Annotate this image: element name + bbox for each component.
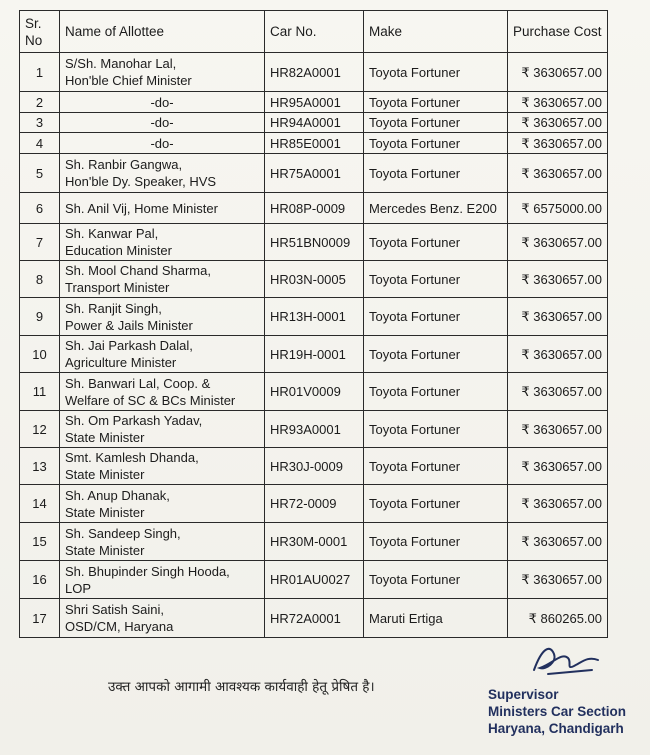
cell-make: Toyota Fortuner xyxy=(364,261,508,298)
cell-make: Mercedes Benz. E200 xyxy=(364,193,508,224)
header-sr-no: Sr. No xyxy=(20,11,60,53)
cell-allottee-name xyxy=(60,154,265,193)
allottee-name-line: Shri Satish Saini, xyxy=(65,602,164,617)
cell-make: Toyota Fortuner xyxy=(364,113,508,133)
cell-car-no: HR30M-0001 xyxy=(265,523,364,561)
allottee-name-line: -do- xyxy=(150,135,174,151)
header-name: Name of Allottee xyxy=(60,11,265,53)
cell-car-no: HR95A0001 xyxy=(265,92,364,113)
cell-car-no: HR82A0001 xyxy=(265,53,364,92)
stamp-line: Ministers Car Section xyxy=(488,704,627,719)
cell-car-no: HR19H-0001 xyxy=(265,336,364,373)
allottee-name-line: -do- xyxy=(150,115,174,130)
cell-make: Toyota Fortuner xyxy=(364,523,508,561)
table-row xyxy=(20,193,608,224)
cell-make: Maruti Ertiga xyxy=(364,599,508,638)
cell-purchase-cost: ₹ 3630657.00 xyxy=(508,448,608,485)
allottee-name-line: -do- xyxy=(150,94,174,110)
cell-allottee-name xyxy=(60,113,265,133)
allottee-name-line: Agriculture Minister xyxy=(65,355,177,370)
table-body xyxy=(20,53,608,638)
header-cost: Purchase Cost xyxy=(508,11,608,53)
cell-car-no: HR30J-0009 xyxy=(265,448,364,485)
cell-make: Toyota Fortuner xyxy=(364,92,508,113)
cell-sr-no: 8 xyxy=(20,261,60,298)
cell-make: Toyota Fortuner xyxy=(364,224,508,261)
cell-sr-no: 11 xyxy=(20,373,60,411)
cell-make: Toyota Fortuner xyxy=(364,448,508,485)
cell-car-no: HR85E0001 xyxy=(265,133,364,154)
cell-purchase-cost: ₹ 3630657.00 xyxy=(508,336,608,373)
table-row xyxy=(20,523,608,561)
cell-purchase-cost: ₹ 3630657.00 xyxy=(508,154,608,193)
cell-purchase-cost: ₹ 3630657.00 xyxy=(508,411,608,448)
allottee-name-line: Sh. Sandeep Singh, xyxy=(65,525,181,541)
header-car-no: Car No. xyxy=(265,11,364,53)
cell-sr-no: 13 xyxy=(20,448,60,485)
allottee-name-line: Sh. Banwari Lal, Coop. & xyxy=(65,375,211,391)
office-stamp xyxy=(488,686,626,737)
cell-allottee-name xyxy=(60,599,265,638)
cell-sr-no: 6 xyxy=(20,193,60,224)
table-row xyxy=(20,411,608,448)
cell-sr-no: 4 xyxy=(20,133,60,154)
cell-car-no: HR75A0001 xyxy=(265,154,364,193)
stamp-line: Supervisor xyxy=(488,687,559,702)
cell-make: Toyota Fortuner xyxy=(364,154,508,193)
table-row xyxy=(20,448,608,485)
cell-sr-no: 10 xyxy=(20,336,60,373)
allottee-name-line: LOP xyxy=(65,580,92,596)
allottee-name-line: Transport Minister xyxy=(65,280,170,295)
allottee-name-line: Hon'ble Chief Minister xyxy=(65,73,192,88)
cell-car-no: HR51BN0009 xyxy=(265,224,364,261)
cell-allottee-name xyxy=(60,373,265,411)
cell-make: Toyota Fortuner xyxy=(364,298,508,336)
cell-purchase-cost: ₹ 860265.00 xyxy=(508,599,608,638)
cell-allottee-name xyxy=(60,224,265,261)
allottee-name-line: Sh. Ranbir Gangwa, xyxy=(65,157,183,172)
table-row xyxy=(20,336,608,373)
cell-allottee-name xyxy=(60,523,265,561)
cell-sr-no: 3 xyxy=(20,113,60,133)
cell-allottee-name xyxy=(60,92,265,113)
cell-allottee-name xyxy=(60,485,265,523)
allottee-name-line: Sh. Jai Parkash Dalal, xyxy=(65,338,193,353)
table-row xyxy=(20,154,608,193)
forwarding-note: उक्त आपको आगामी आवश्यक कार्यवाही हेतू प्रेषित है। xyxy=(108,679,375,695)
cell-allottee-name xyxy=(60,261,265,298)
cell-allottee-name xyxy=(60,336,265,373)
cell-car-no: HR72A0001 xyxy=(265,599,364,638)
cell-car-no: HR01V0009 xyxy=(265,373,364,411)
allottee-name-line: S/Sh. Manohar Lal, xyxy=(65,56,177,71)
cell-make: Toyota Fortuner xyxy=(364,373,508,411)
cell-make: Toyota Fortuner xyxy=(364,53,508,92)
cell-car-no: HR13H-0001 xyxy=(265,298,364,336)
cell-purchase-cost: ₹ 3630657.00 xyxy=(508,113,608,133)
cell-sr-no: 16 xyxy=(20,561,60,599)
cell-sr-no: 15 xyxy=(20,523,60,561)
cell-allottee-name xyxy=(60,411,265,448)
cell-sr-no: 12 xyxy=(20,411,60,448)
allottee-name-line: Power & Jails Minister xyxy=(65,317,193,333)
cell-purchase-cost: ₹ 3630657.00 xyxy=(508,92,608,113)
cell-make: Toyota Fortuner xyxy=(364,411,508,448)
cell-allottee-name xyxy=(60,561,265,599)
allottee-name-line: State Minister xyxy=(65,542,145,558)
cell-allottee-name xyxy=(60,53,265,92)
table-row xyxy=(20,298,608,336)
stamp-line: Haryana, Chandigarh xyxy=(488,721,624,736)
cell-purchase-cost: ₹ 3630657.00 xyxy=(508,53,608,92)
allottee-name-line: State Minister xyxy=(65,430,145,445)
cell-allottee-name xyxy=(60,193,265,224)
allottee-name-line: Sh. Mool Chand Sharma, xyxy=(65,263,211,278)
cell-car-no: HR01AU0027 xyxy=(265,561,364,599)
cell-make: Toyota Fortuner xyxy=(364,336,508,373)
table-row xyxy=(20,485,608,523)
table-row xyxy=(20,599,608,638)
allottee-name-line: Smt. Kamlesh Dhanda, xyxy=(65,450,199,465)
allottee-name-line: Hon'ble Dy. Speaker, HVS xyxy=(65,174,217,189)
cell-car-no: HR72-0009 xyxy=(265,485,364,523)
table-row xyxy=(20,53,608,92)
cell-purchase-cost: ₹ 3630657.00 xyxy=(508,224,608,261)
allottee-name-line: State Minister xyxy=(65,504,145,520)
cell-sr-no: 14 xyxy=(20,485,60,523)
table-row xyxy=(20,373,608,411)
cell-make: Toyota Fortuner xyxy=(364,133,508,154)
cell-purchase-cost: ₹ 6575000.00 xyxy=(508,193,608,224)
table-row xyxy=(20,113,608,133)
cell-purchase-cost: ₹ 3630657.00 xyxy=(508,485,608,523)
allottee-name-line: OSD/CM, Haryana xyxy=(65,619,174,634)
car-allotment-table xyxy=(19,10,608,638)
allottee-name-line: Sh. Om Parkash Yadav, xyxy=(65,413,203,428)
cell-allottee-name xyxy=(60,448,265,485)
cell-sr-no: 2 xyxy=(20,92,60,113)
allottee-name-line: Sh. Anil Vij, Home Minister xyxy=(65,200,218,216)
cell-sr-no: 17 xyxy=(20,599,60,638)
allottee-name-line: Sh. Ranjit Singh, xyxy=(65,300,162,316)
allottee-name-line: Welfare of SC & BCs Minister xyxy=(65,392,236,408)
table-row xyxy=(20,224,608,261)
allottee-name-line: Sh. Anup Dhanak, xyxy=(65,487,170,503)
header-row xyxy=(20,11,608,53)
cell-purchase-cost: ₹ 3630657.00 xyxy=(508,373,608,411)
cell-car-no: HR93A0001 xyxy=(265,411,364,448)
allottee-name-line: Sh. Kanwar Pal, xyxy=(65,226,159,241)
cell-car-no: HR94A0001 xyxy=(265,113,364,133)
allottee-name-line: Sh. Bhupinder Singh Hooda, xyxy=(65,563,230,579)
cell-purchase-cost: ₹ 3630657.00 xyxy=(508,561,608,599)
cell-purchase-cost: ₹ 3630657.00 xyxy=(508,133,608,154)
cell-allottee-name xyxy=(60,298,265,336)
cell-car-no: HR08P-0009 xyxy=(265,193,364,224)
cell-sr-no: 5 xyxy=(20,154,60,193)
cell-purchase-cost: ₹ 3630657.00 xyxy=(508,298,608,336)
table-row xyxy=(20,561,608,599)
allottee-name-line: Education Minister xyxy=(65,243,172,258)
signature-mark xyxy=(528,640,608,682)
table-row xyxy=(20,261,608,298)
cell-make: Toyota Fortuner xyxy=(364,561,508,599)
cell-sr-no: 9 xyxy=(20,298,60,336)
table-row xyxy=(20,133,608,154)
table-row xyxy=(20,92,608,113)
cell-car-no: HR03N-0005 xyxy=(265,261,364,298)
cell-purchase-cost: ₹ 3630657.00 xyxy=(508,523,608,561)
cell-make: Toyota Fortuner xyxy=(364,485,508,523)
cell-sr-no: 7 xyxy=(20,224,60,261)
allottee-name-line: State Minister xyxy=(65,467,145,482)
cell-sr-no: 1 xyxy=(20,53,60,92)
cell-purchase-cost: ₹ 3630657.00 xyxy=(508,261,608,298)
cell-allottee-name xyxy=(60,133,265,154)
header-make: Make xyxy=(364,11,508,53)
